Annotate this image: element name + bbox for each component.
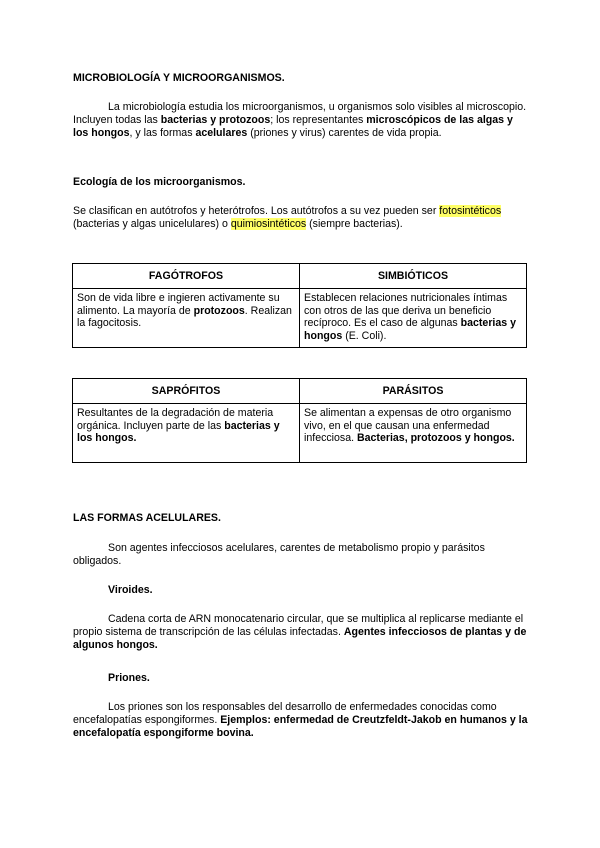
intro-bold-2: microscópicos de las algas y los hongos [73, 114, 513, 140]
intro-text-2: ; los representantes [270, 114, 367, 127]
nutrition-table-1 [72, 263, 527, 348]
prions-bold: Ejemplos: enfermedad de Creutzfeldt-Jakob en humanos y la encefalopatía espongiforme bovina. [73, 714, 528, 740]
table-header-parasitos: PARÁSITOS [300, 379, 527, 404]
table-row [73, 379, 527, 404]
table-row [73, 404, 527, 463]
cell-bold: Bacterias, protozoos y hongos. [357, 432, 515, 445]
intro-bold-1: bacterias y protozoos [160, 114, 271, 127]
viroids-bold: Agentes infecciosos de plantas y de algunos hongos. [73, 626, 527, 652]
acellular-paragraph: Son agentes infecciosos acelulares, carentes de metabolismo propio y parásitos obligados. [73, 542, 485, 568]
intro-text-1: La microbiología estudia los microorganismos, u organismos solo visibles al microscopio. Incluyen todas las [73, 101, 527, 127]
table-cell-fagotrofos [73, 289, 300, 348]
ecology-highlight-1: fotosintéticos [439, 205, 502, 217]
ecology-text-2: (bacterias y algas unicelulares) o [73, 218, 231, 231]
intro-text-3: , y las formas [129, 127, 196, 140]
ecology-highlight-2: quimiosintéticos [230, 218, 307, 231]
table-cell-saprofitos [73, 404, 300, 463]
table-header-fagotrofos: FAGÓTROFOS [73, 264, 300, 289]
viroids-heading: Viroides. [108, 584, 153, 596]
intro-text-4: (priones y virus) carentes de vida propia. [247, 127, 442, 140]
cell-text: Se alimentan a expensas de otro organismo vivo, en el que causan una enfermedad infecciosa. [304, 407, 512, 445]
prions-paragraph [73, 701, 529, 741]
ecology-paragraph [73, 205, 529, 231]
cell-text: Resultantes de la degradación de materia orgánica. Incluyen parte de las [77, 407, 274, 432]
table-header-simbioticos: SIMBIÓTICOS [300, 264, 527, 289]
cell-text: . Realizan la fagocitosis. [77, 304, 292, 330]
viroids-text: Cadena corta de ARN monocatenario circular, que se multiplica al replicarse mediante el propio sistema de transcripción de las células infectadas. [73, 613, 524, 639]
page-title: MICROBIOLOGÍA Y MICROORGANISMOS. [73, 72, 285, 84]
table-header-saprofitos: SAPRÓFITOS [73, 379, 300, 404]
cell-bold: protozoos [193, 304, 245, 317]
intro-paragraph [73, 101, 529, 141]
ecology-heading: Ecología de los microorganismos. [73, 176, 246, 188]
viroids-paragraph [73, 613, 529, 653]
cell-text: (E. Coli). [342, 329, 387, 342]
table-row [73, 289, 527, 348]
cell-text: Son de vida libre e ingieren activamente su alimento. La mayoría de [77, 292, 280, 317]
ecology-text-3: (siempre bacterias). [306, 218, 403, 231]
cell-bold: bacterias y hongos [304, 317, 516, 342]
prions-text: Los priones son los responsables del desarrollo de enfermedades conocidas como encefalopatías espongiformes. [73, 701, 497, 727]
nutrition-table-2 [72, 378, 527, 463]
ecology-text-1: Se clasifican en autótrofos y heterótrofos. Los autótrofos a su vez pueden ser [73, 205, 440, 217]
cell-bold: bacterias y los hongos. [77, 419, 280, 445]
table-cell-simbioticos [300, 289, 527, 348]
cell-text: Establecen relaciones nutricionales íntimas con otros de las que deriva un beneficio recíproco. Es el caso de algunas [304, 292, 508, 330]
intro-bold-3: acelulares [195, 127, 248, 140]
table-row [73, 264, 527, 289]
table-cell-parasitos [300, 404, 527, 463]
prions-heading: Priones. [108, 672, 150, 684]
acellular-heading: LAS FORMAS ACELULARES. [73, 512, 221, 524]
